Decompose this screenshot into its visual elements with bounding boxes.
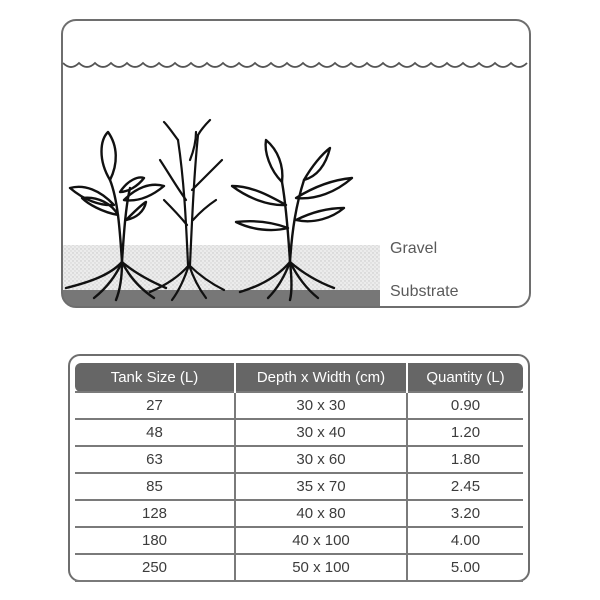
table-row bbox=[75, 554, 523, 581]
header-depth-width: Depth x Width (cm) bbox=[235, 363, 407, 392]
table-row bbox=[75, 473, 523, 500]
cell-depth-width: 35 x 70 bbox=[235, 473, 407, 500]
cell-quantity: 3.20 bbox=[407, 500, 523, 527]
dosage-table-frame bbox=[68, 354, 530, 582]
cell-tank-size: 48 bbox=[75, 419, 235, 446]
cell-tank-size: 250 bbox=[75, 554, 235, 581]
cell-tank-size: 27 bbox=[75, 392, 235, 419]
cell-tank-size: 85 bbox=[75, 473, 235, 500]
cell-quantity: 5.00 bbox=[407, 554, 523, 581]
cell-depth-width: 40 x 100 bbox=[235, 527, 407, 554]
cell-depth-width: 30 x 40 bbox=[235, 419, 407, 446]
dosage-table bbox=[75, 363, 523, 582]
table-row bbox=[75, 527, 523, 554]
gravel-label: Gravel bbox=[390, 240, 438, 257]
cell-depth-width: 30 x 30 bbox=[235, 392, 407, 419]
table-row bbox=[75, 419, 523, 446]
cell-depth-width: 50 x 100 bbox=[235, 554, 407, 581]
water-surface bbox=[63, 63, 527, 67]
table-header-row bbox=[75, 363, 523, 392]
cell-tank-size: 128 bbox=[75, 500, 235, 527]
cell-quantity: 4.00 bbox=[407, 527, 523, 554]
table-row bbox=[75, 392, 523, 419]
cell-quantity: 1.20 bbox=[407, 419, 523, 446]
cell-depth-width: 30 x 60 bbox=[235, 446, 407, 473]
table-row bbox=[75, 446, 523, 473]
cell-quantity: 1.80 bbox=[407, 446, 523, 473]
header-quantity: Quantity (L) bbox=[407, 363, 523, 392]
cell-depth-width: 40 x 80 bbox=[235, 500, 407, 527]
substrate-label: Substrate bbox=[390, 283, 459, 300]
cell-quantity: 0.90 bbox=[407, 392, 523, 419]
cell-tank-size: 63 bbox=[75, 446, 235, 473]
table-row bbox=[75, 500, 523, 527]
cell-quantity: 2.45 bbox=[407, 473, 523, 500]
substrate-layer bbox=[62, 290, 380, 307]
header-tank-size: Tank Size (L) bbox=[75, 363, 235, 392]
cell-tank-size: 180 bbox=[75, 527, 235, 554]
